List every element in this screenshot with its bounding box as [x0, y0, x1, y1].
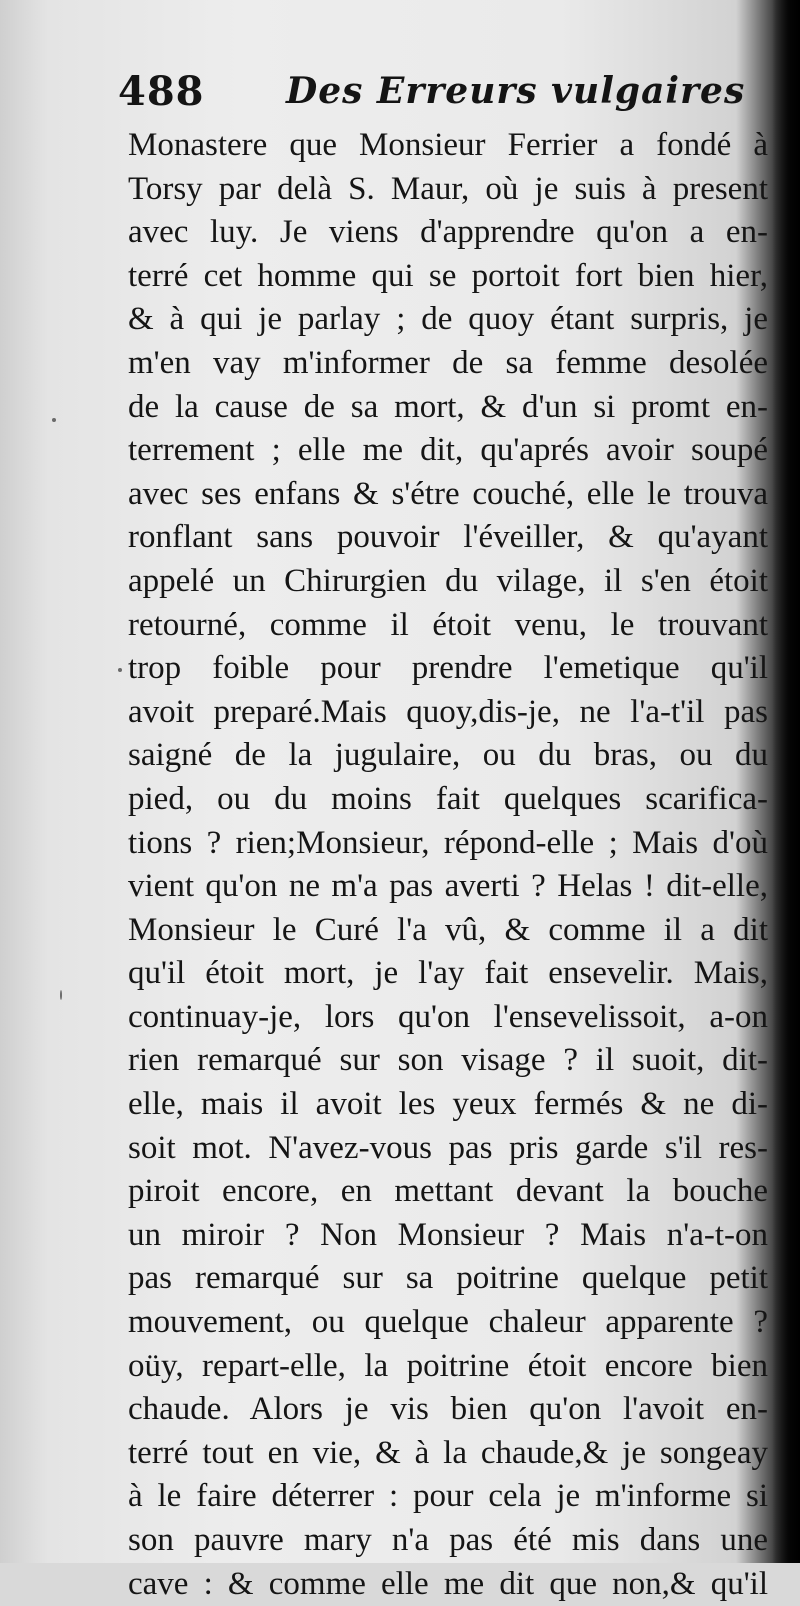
text-line: mouvement, ou quelque chaleur apparente ?: [128, 1304, 768, 1341]
text-line: & à qui je parlay ; de quoy étant surpris, je: [128, 301, 768, 338]
running-title: Des Erreurs vulgaires: [286, 70, 746, 112]
page-number: 488: [118, 68, 205, 115]
text-line: un miroir ? Non Monsieur ? Mais n'a-t-on: [128, 1216, 768, 1253]
text-line: trop foible pour prendre l'emetique qu'il: [128, 650, 768, 687]
body-text: [128, 124, 768, 1606]
text-line: chaude. Alors je vis bien qu'on l'avoit en-: [128, 1391, 768, 1428]
page-header: [118, 68, 758, 128]
text-line: terré cet homme qui se portoit fort bien hier,: [128, 257, 768, 294]
text-line: saigné de la jugulaire, ou du bras, ou du: [128, 737, 768, 774]
text-line: rien remarqué sur son visage ? il suoit, dit-: [128, 1042, 768, 1079]
text-line: avec luy. Je viens d'apprendre qu'on a en-: [128, 214, 768, 251]
page-gutter-shadow: [772, 0, 800, 1563]
text-line: elle, mais il avoit les yeux fermés & ne di-: [128, 1086, 768, 1123]
text-line: terré tout en vie, & à la chaude,& je songeay: [128, 1434, 768, 1471]
text-line: terrement ; elle me dit, qu'aprés avoir soupé: [128, 432, 768, 469]
paper-speck: [60, 990, 62, 1000]
paper-speck: [52, 418, 56, 422]
text-line: appelé un Chirurgien du vilage, il s'en étoit: [128, 562, 768, 599]
text-line: de la cause de sa mort, & d'un si promt en-: [128, 388, 768, 425]
text-line: avoit preparé.Mais quoy,dis-je, ne l'a-t'il pas: [128, 693, 768, 730]
text-line: piroit encore, en mettant devant la bouche: [128, 1173, 768, 1210]
text-line: soit mot. N'avez-vous pas pris garde s'il res-: [128, 1129, 768, 1166]
text-line: son pauvre mary n'a pas été mis dans une: [128, 1522, 768, 1558]
text-line: avec ses enfans & s'étre couché, elle le trouva: [128, 475, 768, 512]
text-line: Monastere que Monsieur Ferrier a fondé à: [128, 127, 768, 163]
paper-speck: [118, 668, 122, 672]
text-line: oüy, repart-elle, la poitrine étoit encore bien: [128, 1347, 768, 1384]
text-line: m'en vay m'informer de sa femme desolée: [128, 344, 768, 381]
text-line: Monsieur le Curé l'a vû, & comme il a dit: [128, 911, 768, 948]
text-line: pied, ou du moins fait quelques scarifica-: [128, 780, 768, 817]
text-line: pas remarqué sur sa poitrine quelque petit: [128, 1260, 768, 1297]
text-line: qu'il étoit mort, je l'ay fait ensevelir. Mais,: [128, 955, 768, 992]
text-line: à le faire déterrer : pour cela je m'informe si: [128, 1478, 768, 1515]
text-line: retourné, comme il étoit venu, le trouvant: [128, 606, 768, 643]
text-line: continuay-je, lors qu'on l'ensevelissoit, a-on: [128, 998, 768, 1035]
text-line: vient qu'on ne m'a pas averti ? Helas ! dit-elle,: [128, 868, 768, 905]
text-line: cave : & comme elle me dit que non,& qu'il: [128, 1565, 768, 1602]
text-line: ronflant sans pouvoir l'éveiller, & qu'ayant: [128, 519, 768, 556]
text-line: tions ? rien;Monsieur, répond-elle ; Mais d'où: [128, 824, 768, 861]
text-line: Torsy par delà S. Maur, où je suis à present: [128, 170, 768, 207]
